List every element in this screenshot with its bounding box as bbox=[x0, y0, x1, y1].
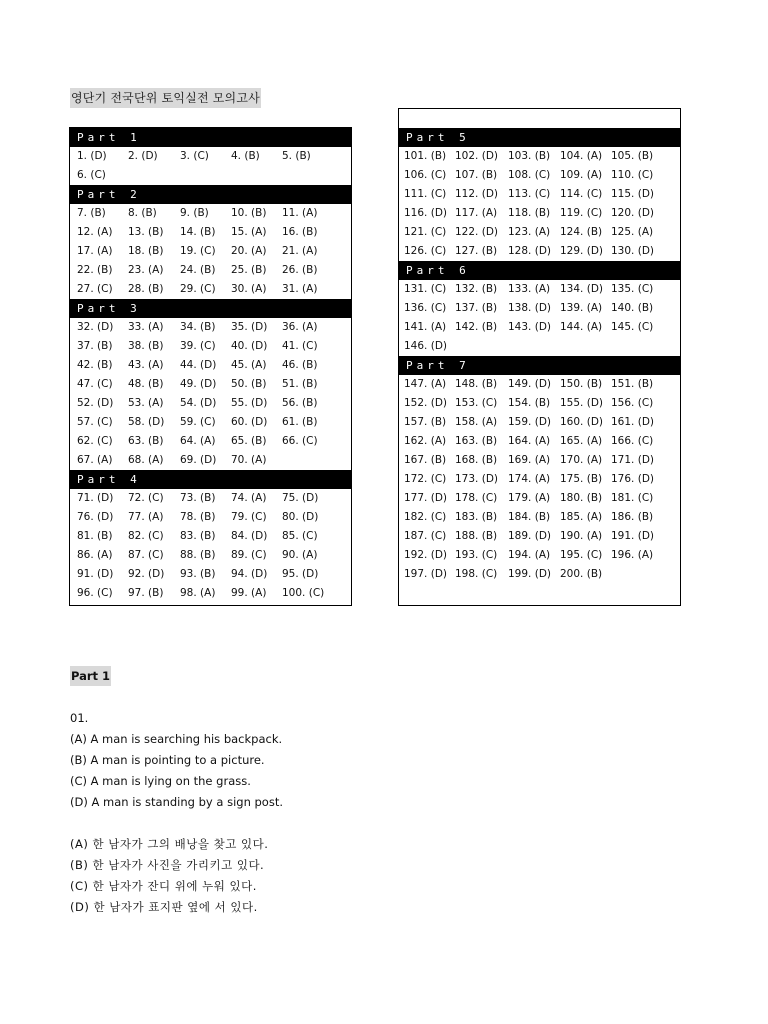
answer-cell: 68. (A) bbox=[128, 454, 164, 466]
answer-cell: 152. (D) bbox=[404, 397, 447, 409]
answer-cell: 187. (C) bbox=[404, 530, 447, 542]
answer-cell: 163. (B) bbox=[455, 435, 498, 447]
answer-cell: 176. (D) bbox=[611, 473, 654, 485]
part-header: Part 7 bbox=[399, 356, 680, 375]
answer-cell: 35. (D) bbox=[231, 321, 268, 333]
answer-cell: 84. (D) bbox=[231, 530, 268, 542]
answer-cell: 105. (B) bbox=[611, 150, 654, 162]
answer-cell: 26. (B) bbox=[282, 264, 318, 276]
answer-cell: 142. (B) bbox=[455, 321, 498, 333]
answer-cell: 38. (B) bbox=[128, 340, 164, 352]
answer-cell: 191. (D) bbox=[611, 530, 654, 542]
answer-cell: 54. (D) bbox=[180, 397, 217, 409]
answer-cell: 119. (C) bbox=[560, 207, 603, 219]
answer-cell: 45. (A) bbox=[231, 359, 267, 371]
answer-cell: 8. (B) bbox=[128, 207, 157, 219]
answer-cell: 184. (B) bbox=[508, 511, 551, 523]
answer-cell: 16. (B) bbox=[282, 226, 318, 238]
answer-row bbox=[70, 318, 351, 337]
answer-cell: 65. (B) bbox=[231, 435, 267, 447]
answer-cell: 95. (D) bbox=[282, 568, 319, 580]
option-en-d: (D) A man is standing by a sign post. bbox=[70, 795, 284, 809]
answer-cell: 199. (D) bbox=[508, 568, 551, 580]
answer-cell: 82. (C) bbox=[128, 530, 164, 542]
answer-row bbox=[70, 546, 351, 565]
document-title: 영단기 전국단위 토익실전 모의고사 bbox=[70, 88, 261, 108]
answer-cell: 12. (A) bbox=[77, 226, 113, 238]
answer-cell: 149. (D) bbox=[508, 378, 551, 390]
answer-row bbox=[70, 280, 351, 299]
answer-cell: 123. (A) bbox=[508, 226, 551, 238]
answer-row bbox=[70, 565, 351, 584]
section-label: Part 1 bbox=[70, 666, 111, 686]
answer-cell: 192. (D) bbox=[404, 549, 447, 561]
answer-cell: 111. (C) bbox=[404, 188, 447, 200]
answer-cell: 93. (B) bbox=[180, 568, 216, 580]
answer-cell: 62. (C) bbox=[77, 435, 113, 447]
answer-cell: 164. (A) bbox=[508, 435, 551, 447]
answer-cell: 90. (A) bbox=[282, 549, 318, 561]
answer-cell: 31. (A) bbox=[282, 283, 318, 295]
answer-cell: 115. (D) bbox=[611, 188, 654, 200]
part-header: Part 4 bbox=[70, 470, 351, 489]
answer-cell: 34. (B) bbox=[180, 321, 216, 333]
answer-cell: 154. (B) bbox=[508, 397, 551, 409]
answer-row bbox=[70, 223, 351, 242]
answer-cell: 166. (C) bbox=[611, 435, 654, 447]
question-number: 01. bbox=[70, 711, 89, 725]
answer-cell: 76. (D) bbox=[77, 511, 114, 523]
answer-cell: 42. (B) bbox=[77, 359, 113, 371]
answer-cell: 168. (B) bbox=[455, 454, 498, 466]
answer-row bbox=[399, 413, 680, 432]
answer-cell: 50. (B) bbox=[231, 378, 267, 390]
answer-cell: 165. (A) bbox=[560, 435, 603, 447]
answer-cell: 121. (C) bbox=[404, 226, 447, 238]
answer-cell: 98. (A) bbox=[180, 587, 216, 599]
answer-cell: 3. (C) bbox=[180, 150, 209, 162]
answer-cell: 9. (B) bbox=[180, 207, 209, 219]
answer-cell: 94. (D) bbox=[231, 568, 268, 580]
answer-cell: 110. (C) bbox=[611, 169, 654, 181]
answer-cell: 189. (D) bbox=[508, 530, 551, 542]
answer-cell: 80. (D) bbox=[282, 511, 319, 523]
answer-row bbox=[70, 204, 351, 223]
answer-cell: 181. (C) bbox=[611, 492, 654, 504]
answer-cell: 157. (B) bbox=[404, 416, 447, 428]
answer-cell: 131. (C) bbox=[404, 283, 447, 295]
answer-cell: 5. (B) bbox=[282, 150, 311, 162]
answer-cell: 106. (C) bbox=[404, 169, 447, 181]
answer-cell: 14. (B) bbox=[180, 226, 216, 238]
answer-cell: 47. (C) bbox=[77, 378, 113, 390]
answer-row bbox=[399, 432, 680, 451]
answer-cell: 190. (A) bbox=[560, 530, 603, 542]
answer-cell: 64. (A) bbox=[180, 435, 216, 447]
answer-cell: 79. (C) bbox=[231, 511, 267, 523]
answer-cell: 151. (B) bbox=[611, 378, 654, 390]
answer-cell: 161. (D) bbox=[611, 416, 654, 428]
answer-cell: 20. (A) bbox=[231, 245, 267, 257]
answer-cell: 129. (D) bbox=[560, 245, 603, 257]
answer-row bbox=[70, 508, 351, 527]
answer-cell: 196. (A) bbox=[611, 549, 654, 561]
answer-row bbox=[399, 565, 680, 584]
answer-cell: 139. (A) bbox=[560, 302, 603, 314]
option-en-b: (B) A man is pointing to a picture. bbox=[70, 753, 265, 767]
answer-cell: 120. (D) bbox=[611, 207, 654, 219]
answer-cell: 40. (D) bbox=[231, 340, 268, 352]
answer-cell: 61. (B) bbox=[282, 416, 318, 428]
answer-row bbox=[70, 394, 351, 413]
answer-cell: 43. (A) bbox=[128, 359, 164, 371]
answer-cell: 132. (B) bbox=[455, 283, 498, 295]
answer-row bbox=[70, 413, 351, 432]
answer-cell: 49. (D) bbox=[180, 378, 217, 390]
answer-row bbox=[399, 470, 680, 489]
answer-cell: 2. (D) bbox=[128, 150, 158, 162]
answer-cell: 44. (D) bbox=[180, 359, 217, 371]
answer-cell: 125. (A) bbox=[611, 226, 654, 238]
answer-row bbox=[399, 489, 680, 508]
answer-cell: 114. (C) bbox=[560, 188, 603, 200]
answer-cell: 186. (B) bbox=[611, 511, 654, 523]
answer-row bbox=[70, 451, 351, 470]
answer-cell: 160. (D) bbox=[560, 416, 603, 428]
answer-cell: 100. (C) bbox=[282, 587, 325, 599]
answer-cell: 24. (B) bbox=[180, 264, 216, 276]
answer-cell: 18. (B) bbox=[128, 245, 164, 257]
answer-row bbox=[70, 584, 351, 603]
part-header: Part 3 bbox=[70, 299, 351, 318]
answer-row bbox=[399, 185, 680, 204]
answer-cell: 57. (C) bbox=[77, 416, 113, 428]
answer-cell: 169. (A) bbox=[508, 454, 551, 466]
answer-cell: 25. (B) bbox=[231, 264, 267, 276]
answer-cell: 70. (A) bbox=[231, 454, 267, 466]
answer-cell: 58. (D) bbox=[128, 416, 165, 428]
answer-cell: 183. (B) bbox=[455, 511, 498, 523]
answer-cell: 92. (D) bbox=[128, 568, 165, 580]
answer-row bbox=[70, 432, 351, 451]
answer-cell: 146. (D) bbox=[404, 340, 447, 352]
answer-cell: 4. (B) bbox=[231, 150, 260, 162]
answer-cell: 113. (C) bbox=[508, 188, 551, 200]
answer-cell: 66. (C) bbox=[282, 435, 318, 447]
answer-row bbox=[70, 375, 351, 394]
answer-cell: 32. (D) bbox=[77, 321, 114, 333]
answer-cell: 193. (C) bbox=[455, 549, 498, 561]
answer-cell: 145. (C) bbox=[611, 321, 654, 333]
option-ko-b: (B) 한 남자가 사진을 가리키고 있다. bbox=[70, 858, 265, 872]
answer-cell: 63. (B) bbox=[128, 435, 164, 447]
answer-cell: 127. (B) bbox=[455, 245, 498, 257]
answer-row bbox=[399, 147, 680, 166]
answer-cell: 162. (A) bbox=[404, 435, 447, 447]
answer-cell: 89. (C) bbox=[231, 549, 267, 561]
answer-cell: 39. (C) bbox=[180, 340, 216, 352]
answer-cell: 180. (B) bbox=[560, 492, 603, 504]
answer-cell: 143. (D) bbox=[508, 321, 551, 333]
empty-header-row bbox=[399, 109, 680, 128]
answer-cell: 117. (A) bbox=[455, 207, 498, 219]
answer-cell: 185. (A) bbox=[560, 511, 603, 523]
answer-cell: 182. (C) bbox=[404, 511, 447, 523]
answer-row bbox=[399, 451, 680, 470]
answer-cell: 15. (A) bbox=[231, 226, 267, 238]
answer-cell: 41. (C) bbox=[282, 340, 318, 352]
answer-cell: 173. (D) bbox=[455, 473, 498, 485]
answer-cell: 130. (D) bbox=[611, 245, 654, 257]
answer-cell: 87. (C) bbox=[128, 549, 164, 561]
answer-cell: 56. (B) bbox=[282, 397, 318, 409]
part-header: Part 6 bbox=[399, 261, 680, 280]
answer-cell: 23. (A) bbox=[128, 264, 164, 276]
answer-cell: 91. (D) bbox=[77, 568, 114, 580]
answer-cell: 21. (A) bbox=[282, 245, 318, 257]
answer-cell: 97. (B) bbox=[128, 587, 164, 599]
answer-cell: 10. (B) bbox=[231, 207, 267, 219]
answer-cell: 103. (B) bbox=[508, 150, 551, 162]
answer-cell: 86. (A) bbox=[77, 549, 113, 561]
answer-cell: 174. (A) bbox=[508, 473, 551, 485]
answer-cell: 155. (D) bbox=[560, 397, 603, 409]
answer-cell: 52. (D) bbox=[77, 397, 114, 409]
answer-cell: 19. (C) bbox=[180, 245, 216, 257]
answer-cell: 96. (C) bbox=[77, 587, 113, 599]
answer-cell: 77. (A) bbox=[128, 511, 164, 523]
answer-cell: 37. (B) bbox=[77, 340, 113, 352]
answer-cell: 33. (A) bbox=[128, 321, 164, 333]
answer-cell: 144. (A) bbox=[560, 321, 603, 333]
answer-cell: 102. (D) bbox=[455, 150, 498, 162]
answer-cell: 158. (A) bbox=[455, 416, 498, 428]
answer-cell: 122. (D) bbox=[455, 226, 498, 238]
answer-cell: 156. (C) bbox=[611, 397, 654, 409]
option-en-c: (C) A man is lying on the grass. bbox=[70, 774, 251, 788]
answer-row bbox=[70, 242, 351, 261]
answer-cell: 198. (C) bbox=[455, 568, 498, 580]
answer-cell: 67. (A) bbox=[77, 454, 113, 466]
answer-cell: 99. (A) bbox=[231, 587, 267, 599]
answer-row bbox=[399, 318, 680, 337]
answer-cell: 6. (C) bbox=[77, 169, 106, 181]
answer-cell: 55. (D) bbox=[231, 397, 268, 409]
answer-cell: 30. (A) bbox=[231, 283, 267, 295]
answer-cell: 53. (A) bbox=[128, 397, 164, 409]
answer-cell: 1. (D) bbox=[77, 150, 107, 162]
answer-cell: 137. (B) bbox=[455, 302, 498, 314]
answer-cell: 188. (B) bbox=[455, 530, 498, 542]
answer-cell: 29. (C) bbox=[180, 283, 216, 295]
answer-cell: 147. (A) bbox=[404, 378, 447, 390]
answer-row bbox=[70, 261, 351, 280]
answer-cell: 159. (D) bbox=[508, 416, 551, 428]
answer-cell: 78. (B) bbox=[180, 511, 216, 523]
option-ko-c: (C) 한 남자가 잔디 위에 누워 있다. bbox=[70, 879, 257, 893]
answer-cell: 59. (C) bbox=[180, 416, 216, 428]
answer-row bbox=[70, 527, 351, 546]
answer-cell: 148. (B) bbox=[455, 378, 498, 390]
answer-row bbox=[399, 299, 680, 318]
answer-row bbox=[399, 375, 680, 394]
answer-cell: 22. (B) bbox=[77, 264, 113, 276]
answer-cell: 133. (A) bbox=[508, 283, 551, 295]
answer-cell: 138. (D) bbox=[508, 302, 551, 314]
answer-cell: 51. (B) bbox=[282, 378, 318, 390]
answer-cell: 46. (B) bbox=[282, 359, 318, 371]
answer-key-left bbox=[69, 127, 352, 606]
answer-cell: 85. (C) bbox=[282, 530, 318, 542]
answer-cell: 27. (C) bbox=[77, 283, 113, 295]
answer-cell: 200. (B) bbox=[560, 568, 603, 580]
answer-row bbox=[399, 166, 680, 185]
answer-cell: 197. (D) bbox=[404, 568, 447, 580]
answer-row bbox=[399, 337, 680, 356]
answer-row bbox=[70, 489, 351, 508]
answer-row bbox=[399, 204, 680, 223]
answer-cell: 72. (C) bbox=[128, 492, 164, 504]
answer-cell: 81. (B) bbox=[77, 530, 113, 542]
answer-cell: 83. (B) bbox=[180, 530, 216, 542]
answer-cell: 75. (D) bbox=[282, 492, 319, 504]
answer-cell: 175. (B) bbox=[560, 473, 603, 485]
answer-cell: 88. (B) bbox=[180, 549, 216, 561]
answer-row bbox=[70, 166, 351, 185]
answer-cell: 128. (D) bbox=[508, 245, 551, 257]
part-header: Part 1 bbox=[70, 128, 351, 147]
answer-cell: 140. (B) bbox=[611, 302, 654, 314]
answer-cell: 13. (B) bbox=[128, 226, 164, 238]
answer-cell: 69. (D) bbox=[180, 454, 217, 466]
answer-cell: 177. (D) bbox=[404, 492, 447, 504]
answer-row bbox=[399, 508, 680, 527]
answer-cell: 178. (C) bbox=[455, 492, 498, 504]
answer-cell: 109. (A) bbox=[560, 169, 603, 181]
answer-row bbox=[399, 546, 680, 565]
answer-row bbox=[399, 280, 680, 299]
answer-cell: 135. (C) bbox=[611, 283, 654, 295]
part-header: Part 5 bbox=[399, 128, 680, 147]
answer-cell: 141. (A) bbox=[404, 321, 447, 333]
answer-cell: 73. (B) bbox=[180, 492, 216, 504]
answer-cell: 124. (B) bbox=[560, 226, 603, 238]
answer-cell: 71. (D) bbox=[77, 492, 114, 504]
answer-cell: 153. (C) bbox=[455, 397, 498, 409]
answer-cell: 101. (B) bbox=[404, 150, 447, 162]
answer-cell: 172. (C) bbox=[404, 473, 447, 485]
answer-row bbox=[399, 394, 680, 413]
answer-cell: 167. (B) bbox=[404, 454, 447, 466]
answer-cell: 107. (B) bbox=[455, 169, 498, 181]
answer-cell: 179. (A) bbox=[508, 492, 551, 504]
answer-row bbox=[399, 242, 680, 261]
answer-cell: 36. (A) bbox=[282, 321, 318, 333]
answer-cell: 108. (C) bbox=[508, 169, 551, 181]
answer-cell: 150. (B) bbox=[560, 378, 603, 390]
option-en-a: (A) A man is searching his backpack. bbox=[70, 732, 283, 746]
answer-cell: 195. (C) bbox=[560, 549, 603, 561]
answer-cell: 74. (A) bbox=[231, 492, 267, 504]
answer-cell: 170. (A) bbox=[560, 454, 603, 466]
answer-cell: 104. (A) bbox=[560, 150, 603, 162]
option-ko-a: (A) 한 남자가 그의 배낭을 찾고 있다. bbox=[70, 837, 269, 851]
answer-cell: 48. (B) bbox=[128, 378, 164, 390]
answer-cell: 126. (C) bbox=[404, 245, 447, 257]
answer-cell: 134. (D) bbox=[560, 283, 603, 295]
answer-cell: 194. (A) bbox=[508, 549, 551, 561]
answer-cell: 17. (A) bbox=[77, 245, 113, 257]
answer-row bbox=[70, 337, 351, 356]
answer-cell: 7. (B) bbox=[77, 207, 106, 219]
answer-row bbox=[70, 356, 351, 375]
answer-cell: 60. (D) bbox=[231, 416, 268, 428]
answer-key-right bbox=[398, 108, 681, 606]
answer-row bbox=[70, 147, 351, 166]
answer-cell: 118. (B) bbox=[508, 207, 551, 219]
answer-cell: 112. (D) bbox=[455, 188, 498, 200]
part-header: Part 2 bbox=[70, 185, 351, 204]
answer-cell: 28. (B) bbox=[128, 283, 164, 295]
answer-cell: 171. (D) bbox=[611, 454, 654, 466]
answer-row bbox=[399, 223, 680, 242]
answer-cell: 136. (C) bbox=[404, 302, 447, 314]
answer-row bbox=[399, 527, 680, 546]
option-ko-d: (D) 한 남자가 표지판 옆에 서 있다. bbox=[70, 900, 258, 914]
answer-cell: 116. (D) bbox=[404, 207, 447, 219]
answer-cell: 11. (A) bbox=[282, 207, 318, 219]
